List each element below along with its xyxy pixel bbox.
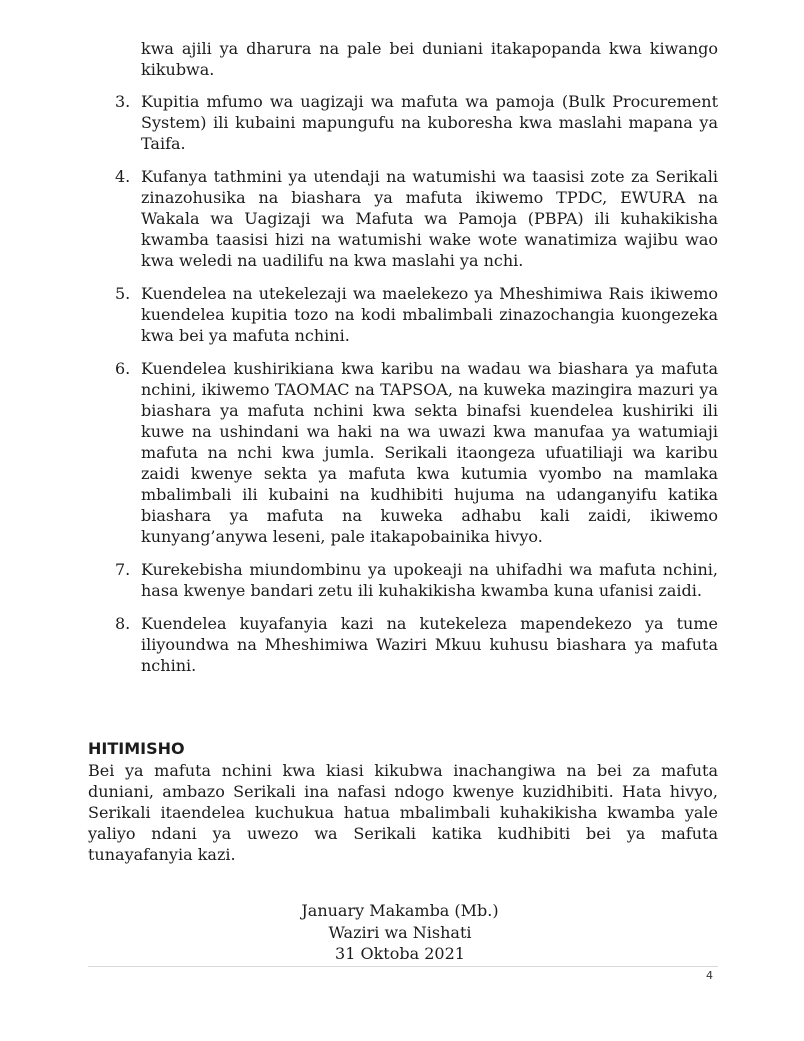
signatory-title: Waziri wa Nishati bbox=[328, 922, 472, 942]
list-item-text: Kuendelea kushirikiana kwa karibu na wadau wa biashara ya mafuta nchini, ikiwemo TAOMAC na TAPSOA, na kuweka mazingira mazuri ya biashara ya mafuta nchini kwa sekta binafsi kuendelea kushiriki ili kuwe na ushindani wa haki na wa uwazi kwa manufaa ya watumiaji mafuta na nchi kwa jumla. Serikali itaongeza ufuatiliaji wa karibu zaidi kwenye sekta ya mafuta kwa kutumia vyombo na mamlaka mbalimbali ili kubaini na kudhibiti hujuma na udanganyifu katika biashara ya mafuta na kuweka adhabu kali zaidi, ikiwemo kunyang’anywa leseni, pale itakapobainika hivyo. bbox=[141, 359, 718, 546]
list-item-text: Kurekebisha miundombinu ya upokeaji na uhifadhi wa mafuta nchini, hasa kwenye bandari zetu ili kuhakikisha kwamba kuna ufanisi zaidi. bbox=[141, 560, 718, 600]
page-number: 4 bbox=[706, 969, 713, 982]
list-item-number: 3. bbox=[115, 92, 131, 111]
list-item-text: Kuendelea kuyafanyia kazi na kutekeleza mapendekezo ya tume iliyoundwa na Mheshimiwa Waziri Mkuu kuhusu biashara ya mafuta nchini. bbox=[141, 614, 718, 675]
signature-block bbox=[190, 900, 610, 965]
signatory-name: January Makamba (Mb.) bbox=[301, 901, 499, 920]
list-item-number: 5. bbox=[115, 284, 131, 303]
conclusion-section bbox=[88, 738, 718, 865]
list-item bbox=[88, 91, 718, 154]
list-item-number: 4. bbox=[115, 167, 131, 186]
list-item-number: 6. bbox=[115, 359, 131, 378]
list-item-text: Kupitia mfumo wa uagizaji wa mafuta wa pamoja (Bulk Procurement System) ili kubaini mapungufu na kuboresha kwa maslahi mapana ya Taifa. bbox=[141, 92, 718, 153]
conclusion-paragraph: Bei ya mafuta nchini kwa kiasi kikubwa inachangiwa na bei za mafuta duniani, ambazo Serikali ina nafasi ndogo kwenye kuzidhibiti. Hata hivyo, Serikali itaendelea kuchukua hatua mbalimbali kuhakikisha kwamba yale yaliyo ndani ya uwezo wa Serikali katika kudhibiti bei ya mafuta tunayafanyia kazi. bbox=[88, 761, 718, 864]
signature-date: 31 Oktoba 2021 bbox=[335, 944, 465, 963]
recommendations-list bbox=[88, 38, 718, 688]
list-item-number: 8. bbox=[115, 614, 131, 633]
list-item-text: Kufanya tathmini ya utendaji na watumishi wa taasisi zote za Serikali zinazohusika na biashara ya mafuta ikiwemo TPDC, EWURA na Wakala wa Uagizaji wa Mafuta wa Pamoja (PBPA) ili kuhakikisha kwamba taasisi hizi na watumishi wake wote wanatimiza wajibu wao kwa weledi na uadilifu na kwa maslahi ya nchi. bbox=[141, 167, 718, 270]
list-item bbox=[88, 613, 718, 676]
list-item bbox=[88, 38, 718, 80]
list-item bbox=[88, 559, 718, 601]
list-item bbox=[88, 283, 718, 346]
footer-divider bbox=[88, 966, 718, 967]
section-heading: HITIMISHO bbox=[88, 739, 185, 758]
list-item-text: Kuendelea na utekelezaji wa maelekezo ya Mheshimiwa Rais ikiwemo kuendelea kupitia tozo na kodi mbalimbali zinazochangia kuongezeka kwa bei ya mafuta nchini. bbox=[141, 284, 718, 345]
list-item bbox=[88, 358, 718, 547]
list-item-text: kwa ajili ya dharura na pale bei duniani itakapopanda kwa kiwango kikubwa. bbox=[141, 39, 718, 79]
list-item bbox=[88, 166, 718, 271]
list-item-number: 7. bbox=[115, 560, 131, 579]
